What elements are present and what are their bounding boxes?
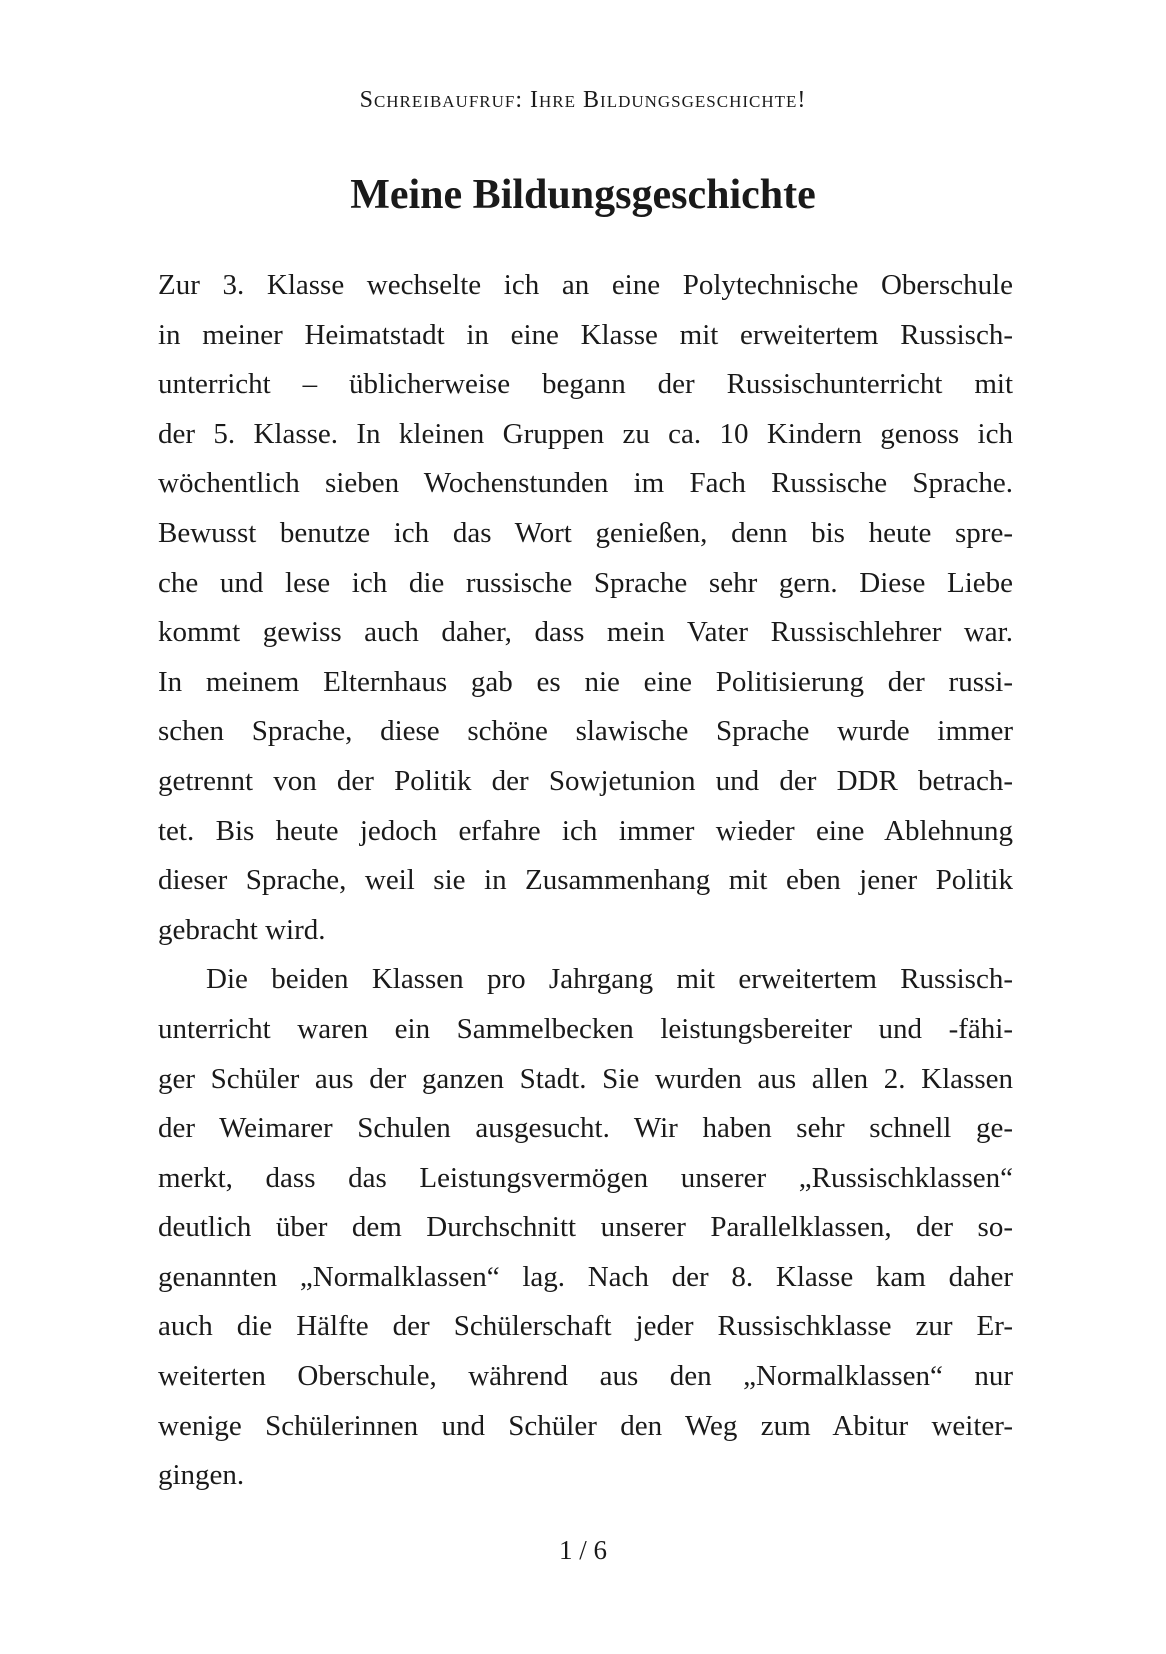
paragraph-1 [158,261,1013,955]
text-line: unterricht waren ein Sammelbecken leistungsbereiter und -fähi- [158,1012,1013,1045]
text-line: unterricht – üblicherweise begann der Russischunterricht mit [158,368,1013,401]
text-line: ger Schüler aus der ganzen Stadt. Sie wurden aus allen 2. Klassen [158,1062,1013,1095]
text-line: in meiner Heimatstadt in eine Klasse mit erweitertem Russisch- [158,318,1013,351]
text-line: Die beiden Klassen pro Jahrgang mit erweitertem Russisch- [206,963,1013,996]
text-line: che und lese ich die russische Sprache sehr gern. Diese Liebe [158,566,1013,599]
text-line: der Weimarer Schulen ausgesucht. Wir haben sehr schnell ge- [158,1112,1013,1145]
text-line: auch die Hälfte der Schülerschaft jeder Russischklasse zur Er- [158,1310,1013,1343]
text-line: kommt gewiss auch daher, dass mein Vater Russischlehrer war. [158,616,1013,649]
page-number: 1 / 6 [558,1535,607,1565]
text-line: gingen. [158,1459,245,1492]
text-line: genannten „Normalklassen“ lag. Nach der 8. Klasse kam daher [158,1260,1013,1293]
text-line: tet. Bis heute jedoch erfahre ich immer wieder eine Ablehnung [158,814,1013,847]
text-line: dieser Sprache, weil sie in Zusammenhang mit eben jener Politik [158,864,1013,897]
page-title: Meine Bildungsgeschichte [350,172,816,218]
text-line: Bewusst benutze ich das Wort genießen, denn bis heute spre- [158,516,1013,549]
paragraph-2 [158,955,1013,1501]
text-line: Zur 3. Klasse wechselte ich an eine Polytechnische Oberschule [158,269,1013,301]
text-line: wöchentlich sieben Wochenstunden im Fach Russische Sprache. [158,467,1013,500]
text-line: gebracht wird. [158,913,326,946]
text-line: wenige Schülerinnen und Schüler den Weg zum Abitur weiter- [158,1409,1013,1442]
text-line: schen Sprache, diese schöne slawische Sprache wurde immer [158,715,1013,748]
text-line: getrennt von der Politik der Sowjetunion und der DDR betrach- [158,764,1013,797]
text-line: deutlich über dem Durchschnitt unserer Parallelklassen, der so- [158,1211,1013,1244]
text-line: weiterten Oberschule, während aus den „Normalklassen“ nur [158,1360,1013,1393]
running-header: Schreibaufruf: Ihre Bildungsgeschichte! [359,87,807,113]
text-line: der 5. Klasse. In kleinen Gruppen zu ca. 10 Kindern genoss ich [158,417,1013,450]
text-line: merkt, dass das Leistungsvermögen unserer „Russischklassen“ [158,1161,1013,1194]
body-text [158,261,1013,1501]
text-line: In meinem Elternhaus gab es nie eine Politisierung der russi- [158,665,1013,698]
